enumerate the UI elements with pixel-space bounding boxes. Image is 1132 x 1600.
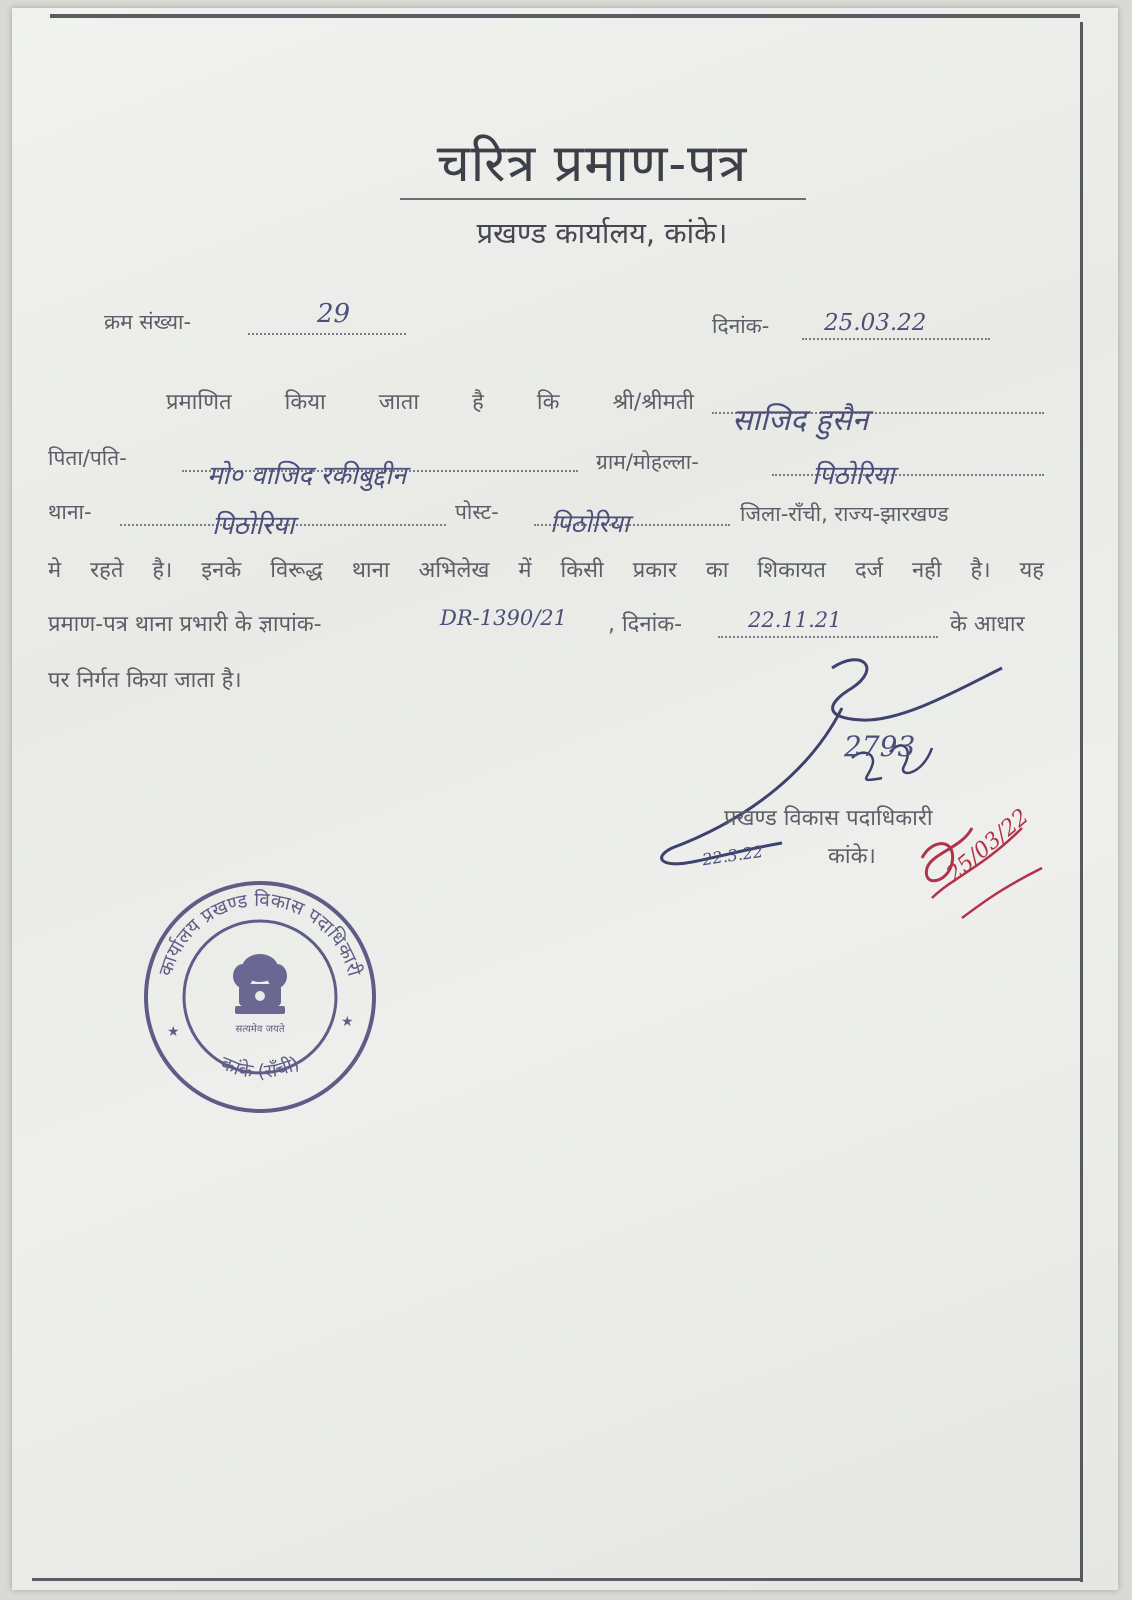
top-border	[50, 14, 1080, 18]
thana-name: पिठोरिया	[212, 511, 295, 541]
serial-label: क्रम संख्या-	[104, 310, 192, 334]
post-label: पोस्ट-	[455, 500, 499, 524]
memo-text: प्रमाण-पत्र थाना प्रभारी के ज्ञापांक-	[48, 612, 322, 637]
serial-value: 29	[317, 299, 351, 329]
certificate-title: चरित्र प्रमाण-पत्र	[436, 134, 748, 194]
national-emblem-icon	[233, 954, 287, 1014]
bottom-border	[32, 1578, 1082, 1581]
seal-bottom-text: कांके (राँची)	[217, 1052, 303, 1083]
red-ink-mark	[902, 808, 1052, 948]
thana-label: थाना-	[48, 500, 92, 524]
red-ink-date: 25/03/22	[942, 804, 1034, 888]
memo-date-dots	[718, 636, 938, 638]
memo-number: DR-1390/21	[440, 606, 567, 630]
title-underline	[400, 198, 806, 200]
issued-text: पर निर्गत किया जाता है।	[48, 668, 242, 693]
line4-text: मे रहते है। इनके विरूद्ध थाना अभिलेख में किसी प्रकार का शिकायत दर्ज नही है। यह	[48, 558, 1044, 583]
office-name: प्रखण्ड कार्यालय, कांके।	[476, 216, 728, 250]
signature-date: 22.3.22	[700, 841, 765, 870]
right-border	[1080, 22, 1083, 1582]
officer-place: कांके।	[828, 844, 876, 869]
father-label: पिता/पति-	[48, 446, 127, 470]
basis-text: के आधार	[950, 612, 1025, 637]
holder-name: साजिद हुसैन	[732, 403, 869, 438]
certificate-page	[12, 8, 1118, 1590]
memo-date-label: , दिनांक-	[608, 612, 683, 637]
district-state: जिला-राँची, राज्य-झारखण्ड	[740, 502, 949, 526]
signature-note: 2793	[844, 730, 916, 763]
village-name: पिठोरिया	[812, 461, 895, 491]
memo-date: 22.11.21	[748, 608, 842, 632]
emblem-caption: सत्यमेव जयते	[235, 1024, 285, 1035]
svg-text:★: ★	[341, 1014, 354, 1030]
date-dots	[802, 338, 990, 340]
father-name: मो० वाजिद रकीबुद्दीन	[207, 461, 407, 491]
line1-text: प्रमाणित किया जाता है कि श्री/श्रीमती	[166, 390, 694, 415]
seal-ring-text: कार्यालय प्रखण्ड विकास पदाधिकारी	[154, 888, 366, 979]
office-seal	[139, 876, 381, 1118]
serial-dots	[248, 333, 406, 335]
date-value: 25.03.22	[824, 310, 927, 336]
village-label: ग्राम/मोहल्ला-	[596, 450, 699, 474]
officer-designation: प्रखण्ड विकास पदाधिकारी	[724, 806, 933, 831]
post-name: पिठोरिया	[550, 509, 630, 538]
svg-text:★: ★	[167, 1024, 180, 1040]
date-label: दिनांक-	[712, 314, 770, 338]
